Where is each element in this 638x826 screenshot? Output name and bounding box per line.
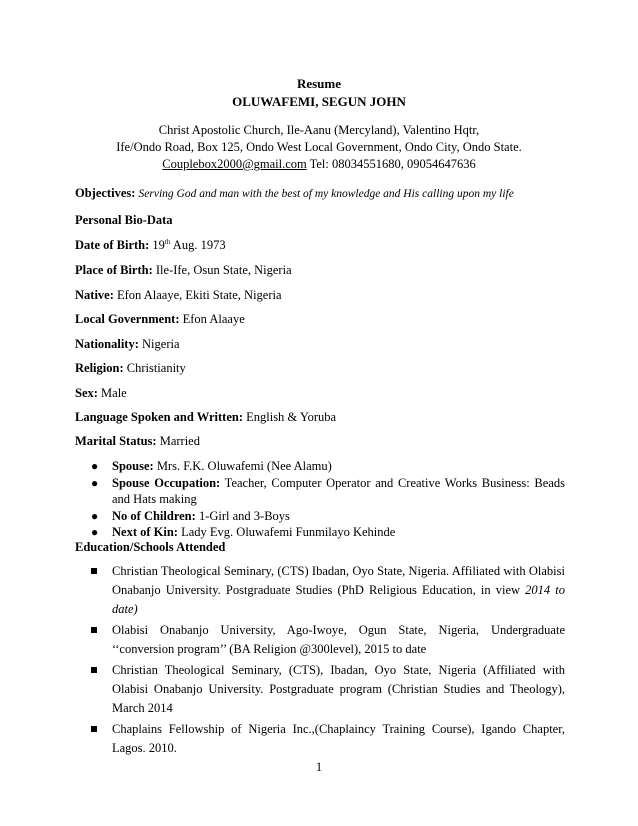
email-link[interactable]: Couplebox2000@gmail.com bbox=[162, 157, 307, 171]
objectives-label: Objectives: bbox=[75, 186, 136, 200]
place-of-birth-line bbox=[75, 263, 565, 278]
dob-rest: Aug. 1973 bbox=[170, 238, 226, 253]
square-bullet-icon bbox=[91, 568, 97, 574]
family-list bbox=[75, 458, 565, 541]
list-item bbox=[75, 621, 565, 659]
page-number: 1 bbox=[315, 760, 323, 774]
sex-value: Male bbox=[97, 386, 127, 400]
bio-data-heading: Personal Bio-Data bbox=[75, 213, 173, 227]
list-item bbox=[75, 562, 565, 619]
nationality-line bbox=[75, 337, 565, 352]
marital-status-line bbox=[75, 434, 565, 449]
sex-label: Sex: bbox=[75, 386, 98, 400]
date-of-birth-line bbox=[75, 238, 565, 253]
family-label: Next of Kin: bbox=[112, 525, 178, 539]
education-text: Christian Theological Seminary, (CTS) Ibadan, Oyo State, Nigeria. Affiliated with Olabisi Onabanjo University. Postgraduate Studies (PhD Religious Education, in view bbox=[112, 564, 565, 597]
education-italic: 2014 to date) bbox=[112, 583, 565, 616]
list-item bbox=[75, 475, 565, 508]
family-value: Teacher, Computer Operator and Creative Works Business: Beads and Hats making bbox=[112, 475, 565, 506]
education-list bbox=[75, 562, 565, 760]
pob-value: Ile-Ife, Osun State, Nigeria bbox=[152, 263, 292, 277]
language-line bbox=[75, 410, 565, 425]
sex-line bbox=[75, 386, 565, 401]
nationality-label: Nationality: bbox=[75, 337, 139, 351]
telephone-numbers: Tel: 08034551680, 09054647636 bbox=[306, 157, 476, 171]
family-label: Spouse Occupation: bbox=[112, 475, 221, 490]
lg-value: Efon Alaaye bbox=[179, 312, 245, 326]
square-bullet-icon bbox=[91, 726, 97, 732]
native-value: Efon Alaaye, Ekiti State, Nigeria bbox=[113, 288, 282, 302]
applicant-name: OLUWAFEMI, SEGUN JOHN bbox=[232, 94, 406, 109]
list-item bbox=[75, 524, 565, 541]
education-text: Christian Theological Seminary, (CTS), Ibadan, Oyo State, Nigeria (Affiliated with Olabisi Onabanjo University. Postgraduate program (Christian Studies and Theology), March 2014 bbox=[112, 663, 565, 715]
dob-suffix: th bbox=[164, 238, 171, 246]
address-line-1: Christ Apostolic Church, Ile-Aanu (Mercyland), Valentino Hqtr, bbox=[158, 123, 480, 137]
religion-line bbox=[75, 361, 565, 376]
pob-label: Place of Birth: bbox=[75, 263, 153, 277]
square-bullet-icon bbox=[91, 667, 97, 673]
family-label: No of Children: bbox=[112, 508, 196, 523]
list-item bbox=[75, 508, 565, 525]
family-label: Spouse: bbox=[112, 459, 154, 473]
religion-value: Christianity bbox=[123, 361, 186, 375]
family-value: 1-Girl and 3-Boys bbox=[195, 508, 290, 523]
bullet-icon: ● bbox=[91, 459, 99, 473]
contact-line bbox=[0, 157, 638, 172]
religion-label: Religion: bbox=[75, 361, 124, 375]
family-value: Lady Evg. Oluwafemi Funmilayo Kehinde bbox=[177, 525, 396, 539]
dob-label: Date of Birth: bbox=[75, 238, 150, 253]
family-value: Mrs. F.K. Oluwafemi (Nee Alamu) bbox=[153, 459, 332, 473]
lg-label: Local Government: bbox=[75, 312, 180, 326]
marital-label: Marital Status: bbox=[75, 434, 157, 448]
language-label: Language Spoken and Written: bbox=[75, 410, 243, 424]
objectives-text: Serving God and man with the best of my knowledge and His calling upon my life bbox=[138, 188, 514, 200]
education-text: Olabisi Onabanjo University, Ago-Iwoye, Ogun State, Nigeria, Undergraduate ‘‘conversion program’’ (BA Religion @300level), 2015 to date bbox=[112, 623, 565, 656]
list-item bbox=[75, 458, 565, 475]
list-item bbox=[75, 661, 565, 718]
bullet-icon: ● bbox=[91, 475, 99, 490]
education-heading: Education/Schools Attended bbox=[75, 540, 226, 554]
education-text: Chaplains Fellowship of Nigeria Inc.,(Chaplaincy Training Course), Igando Chapter, Lagos. 2010. bbox=[112, 722, 565, 755]
local-government-line bbox=[75, 312, 565, 327]
bullet-icon: ● bbox=[91, 508, 99, 523]
document-title: Resume bbox=[296, 76, 342, 91]
native-line bbox=[75, 288, 565, 303]
nationality-value: Nigeria bbox=[138, 337, 180, 351]
language-value: English & Yoruba bbox=[242, 410, 337, 424]
list-item bbox=[75, 720, 565, 758]
square-bullet-icon bbox=[91, 627, 97, 633]
objectives-line bbox=[75, 186, 565, 201]
marital-value: Married bbox=[156, 434, 200, 448]
dob-day: 19 bbox=[149, 238, 165, 253]
address-line-2: Ife/Ondo Road, Box 125, Ondo West Local Government, Ondo City, Ondo State. bbox=[116, 140, 522, 154]
native-label: Native: bbox=[75, 288, 114, 302]
bullet-icon: ● bbox=[91, 525, 99, 539]
